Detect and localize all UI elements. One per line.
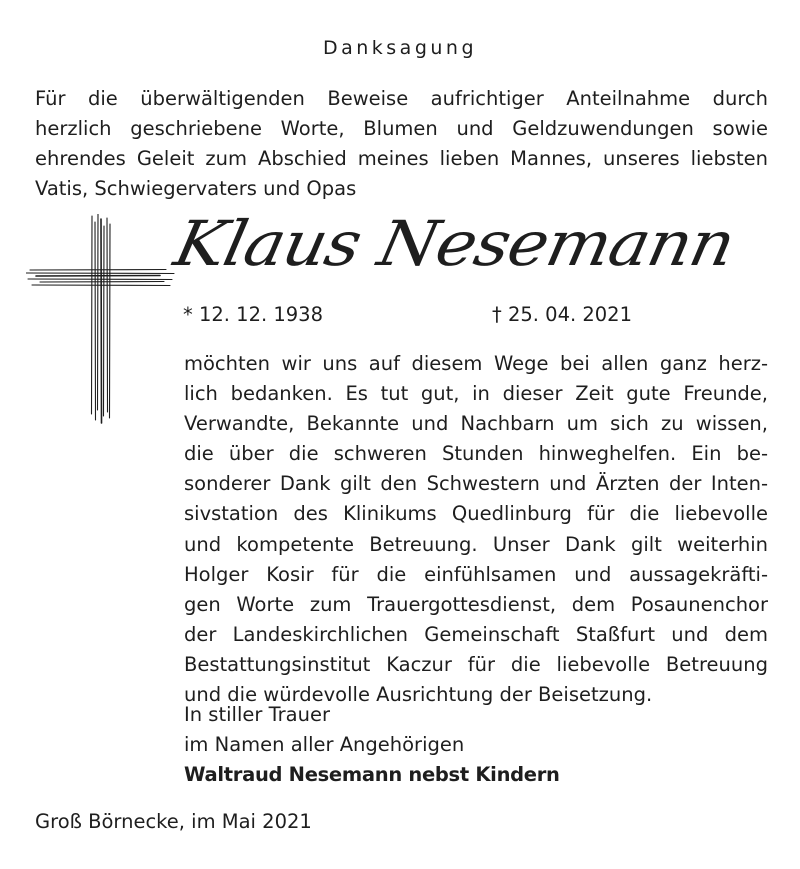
thanks-line: möchten wir uns auf diesem Wege bei allen ganz herz- <box>184 352 768 375</box>
thanks-line: die über die schweren Stunden hinweghelfen. Ein be- <box>184 442 768 466</box>
deceased-name: Klaus Nesemann <box>168 207 741 280</box>
thanks-line: der Landeskirchlichen Gemeinschaft Staßfurt und dem <box>184 622 768 646</box>
thanks-line: Verwandte, Bekannte und Nachbarn um sich zu wissen, <box>184 412 768 436</box>
intro-line: herzlich geschriebene Worte, Blumen und Geldzuwendungen sowie <box>35 117 768 140</box>
closing-line-mourning: In stiller Trauer <box>184 703 330 726</box>
intro-line: Für die überwältigenden Beweise aufrichtiger Anteilnahme durch <box>35 87 768 110</box>
thanks-line: Bestattungsinstitut Kaczur für die liebevolle Betreuung <box>184 652 768 676</box>
closing-block <box>184 700 560 790</box>
thanks-line: gen Worte zum Trauergottesdienst, dem Posaunenchor <box>184 592 768 616</box>
thanks-line: Holger Kosir für die einfühlsamen und aussagekräfti- <box>184 562 768 586</box>
thanks-line: lich bedanken. Es tut gut, in dieser Zeit gute Freunde, <box>184 382 768 406</box>
birth-date: * 12. 12. 1938 <box>183 303 323 326</box>
intro-line: Vatis, Schwiegervaters und Opas <box>35 177 357 200</box>
intro-line: ehrendes Geleit zum Abschied meines lieben Mannes, unseres liebsten <box>35 147 768 170</box>
death-date: † 25. 04. 2021 <box>492 303 632 326</box>
thanks-line: und kompetente Betreuung. Unser Dank gilt weiterhin <box>184 532 768 556</box>
thanks-line: und die würdevolle Ausrichtung der Beisetzung. <box>184 683 653 707</box>
cross-icon <box>26 214 176 424</box>
signature: Waltraud Nesemann nebst Kindern <box>184 763 560 786</box>
thanks-paragraph <box>184 349 768 710</box>
place-date: Groß Börnecke, im Mai 2021 <box>35 810 312 833</box>
intro-paragraph <box>35 84 768 204</box>
thanks-line: sivstation des Klinikums Quedlinburg für die liebevolle <box>184 502 768 526</box>
thanks-line: sonderer Dank gilt den Schwestern und Ärzten der Inten- <box>184 472 768 496</box>
closing-line-relatives: im Namen aller Angehörigen <box>184 733 465 756</box>
notice-heading: Danksagung <box>322 37 478 59</box>
